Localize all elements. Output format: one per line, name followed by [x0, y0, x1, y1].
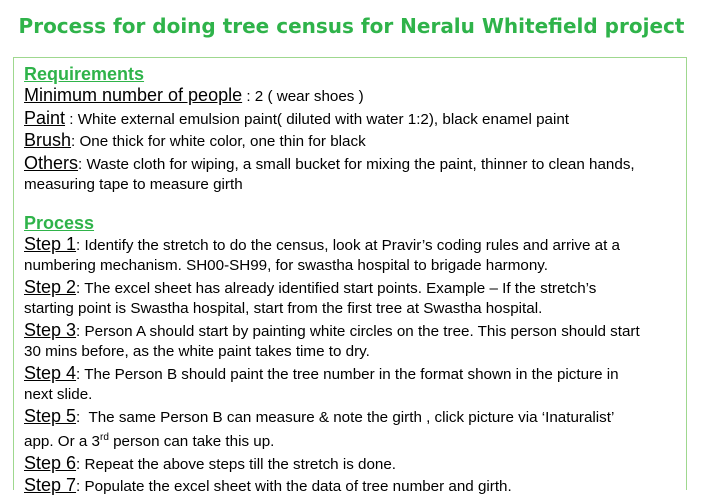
requirement-line: [24, 175, 690, 196]
step-separator: :: [76, 236, 85, 254]
requirement-line: [24, 108, 690, 131]
step-text: Identify the stretch to do the census, look at Pravir’s coding rules and arrive at a: [84, 236, 621, 254]
step-separator: :: [76, 455, 85, 473]
requirement-label: Minimum number of people: [24, 85, 243, 105]
step-separator: :: [76, 478, 85, 496]
requirement-label: Others: [24, 152, 79, 173]
requirements-list: [24, 85, 690, 196]
step-line: [24, 320, 690, 343]
step-line: [24, 277, 690, 300]
requirement-text: measuring tape to measure girth: [24, 176, 243, 193]
requirement-text: 2 ( wear shoes ): [254, 88, 364, 105]
requirements-heading: Requirements: [24, 64, 145, 84]
step-text: The excel sheet has already identified start points. Example – If the stretch’s: [84, 279, 597, 297]
content: [24, 63, 690, 498]
requirement-separator: :: [71, 133, 80, 150]
step-separator: :: [76, 408, 89, 426]
step-separator: :: [76, 322, 85, 340]
step-label: Step 7: [24, 475, 77, 496]
requirement-text: One thick for white color, one thin for black: [79, 133, 366, 150]
step-line: [24, 475, 690, 498]
requirement-label: Paint: [24, 107, 66, 128]
requirement-text: White external emulsion paint( diluted with water 1:2), black enamel paint: [77, 110, 570, 128]
step-line: [24, 256, 690, 277]
step-text: Repeat the above steps till the stretch is done.: [84, 455, 397, 473]
step-line: [24, 453, 690, 476]
step-line: [24, 363, 690, 386]
requirement-line: [24, 153, 690, 176]
step-line: [24, 428, 690, 453]
requirement-line: [24, 130, 690, 153]
step-text: app. Or a 3rd person can take this up.: [24, 432, 275, 451]
step-label: Step 5: [24, 405, 77, 426]
step-separator: :: [76, 365, 85, 383]
step-label: Step 4: [24, 362, 77, 383]
requirement-label: Brush: [24, 130, 72, 150]
step-line: [24, 299, 690, 320]
requirement-separator: :: [242, 88, 255, 105]
step-text: next slide.: [24, 386, 93, 403]
step-label: Step 1: [24, 233, 77, 254]
process-steps: [24, 234, 690, 498]
step-label: Step 3: [24, 319, 77, 340]
step-line: [24, 342, 690, 363]
requirement-separator: :: [78, 155, 87, 173]
step-label: Step 6: [24, 452, 77, 473]
step-line: [24, 406, 690, 429]
step-text: 30 mins before, as the white paint takes time to dry.: [24, 343, 370, 360]
step-text: starting point is Swastha hospital, start from the first tree at Swastha hospital.: [24, 300, 543, 317]
requirement-separator: :: [65, 110, 78, 128]
step-label: Step 2: [24, 276, 77, 297]
requirement-line: [24, 85, 690, 108]
step-text: The Person B should paint the tree number in the format shown in the picture in: [84, 365, 619, 383]
step-separator: :: [76, 279, 85, 297]
step-text: Populate the excel sheet with the data of tree number and girth.: [84, 478, 512, 496]
process-heading: Process: [24, 212, 95, 233]
step-text: Person A should start by painting white circles on the tree. This person should start: [84, 322, 640, 340]
step-text: The same Person B can measure & note the girth , click picture via ‘Inaturalist’: [88, 408, 615, 426]
step-line: [24, 385, 690, 406]
step-text: numbering mechanism. SH00-SH99, for swastha hospital to brigade harmony.: [24, 257, 548, 274]
requirement-text: Waste cloth for wiping, a small bucket for mixing the paint, thinner to clean hands,: [86, 155, 635, 173]
page-title: Process for doing tree census for Neralu Whitefield project: [18, 14, 685, 38]
step-line: [24, 234, 690, 257]
